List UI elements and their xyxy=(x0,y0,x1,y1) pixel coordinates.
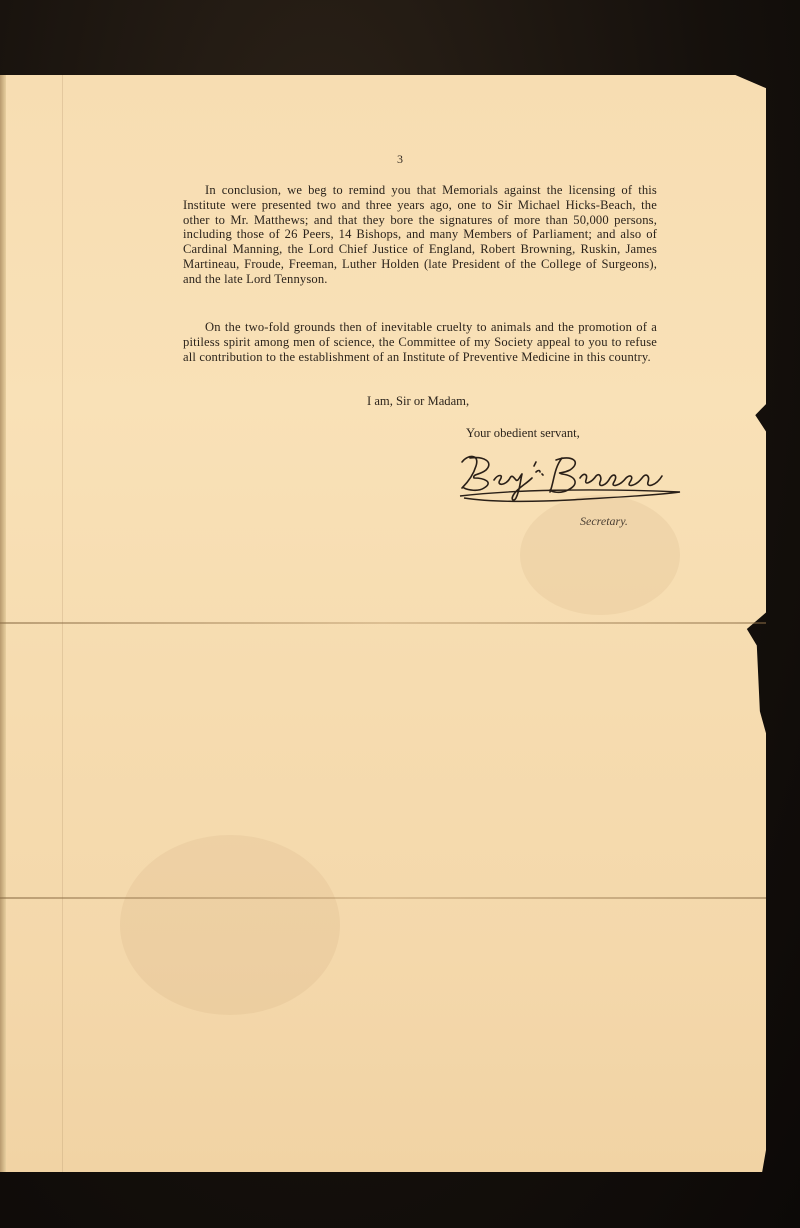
fold-line xyxy=(0,622,766,624)
page-number: 3 xyxy=(397,152,403,166)
handwritten-signature xyxy=(450,448,690,508)
paragraph-text: On the two-fold grounds then of inevitable cruelty to animals and the promotion of a pitiless spirit among men of science, the Committee of my Society appeal to you to refuse all contribution to the establishment of an Institute of Preventive Medicine in this country. xyxy=(183,320,657,364)
paper-stain xyxy=(120,835,340,1015)
paragraph-text: In conclusion, we beg to remind you that Memorials against the licensing of this Institute were presented two and three years ago, one to Sir Michael Hicks-Beach, the other to Mr. Matthews; and that they bore the signatures of more than 50,000 persons, including those of 26 Peers, 14 Bishops, and many Members of Parliament; and also of Cardinal Manning, the Lord Chief Justice of England, Robert Browning, Ruskin, James Martineau, Froude, Freeman, Luther Holden (late President of the College of Surgeons), and the late Lord Tennyson. xyxy=(183,183,657,286)
fold-line xyxy=(0,897,766,899)
salutation: I am, Sir or Madam, xyxy=(367,394,470,408)
paragraph-conclusion xyxy=(183,183,657,287)
paper-stain xyxy=(520,495,680,615)
paragraph-appeal xyxy=(183,320,657,364)
valediction: Your obedient servant, xyxy=(466,426,580,440)
signer-role: Secretary. xyxy=(580,514,628,528)
